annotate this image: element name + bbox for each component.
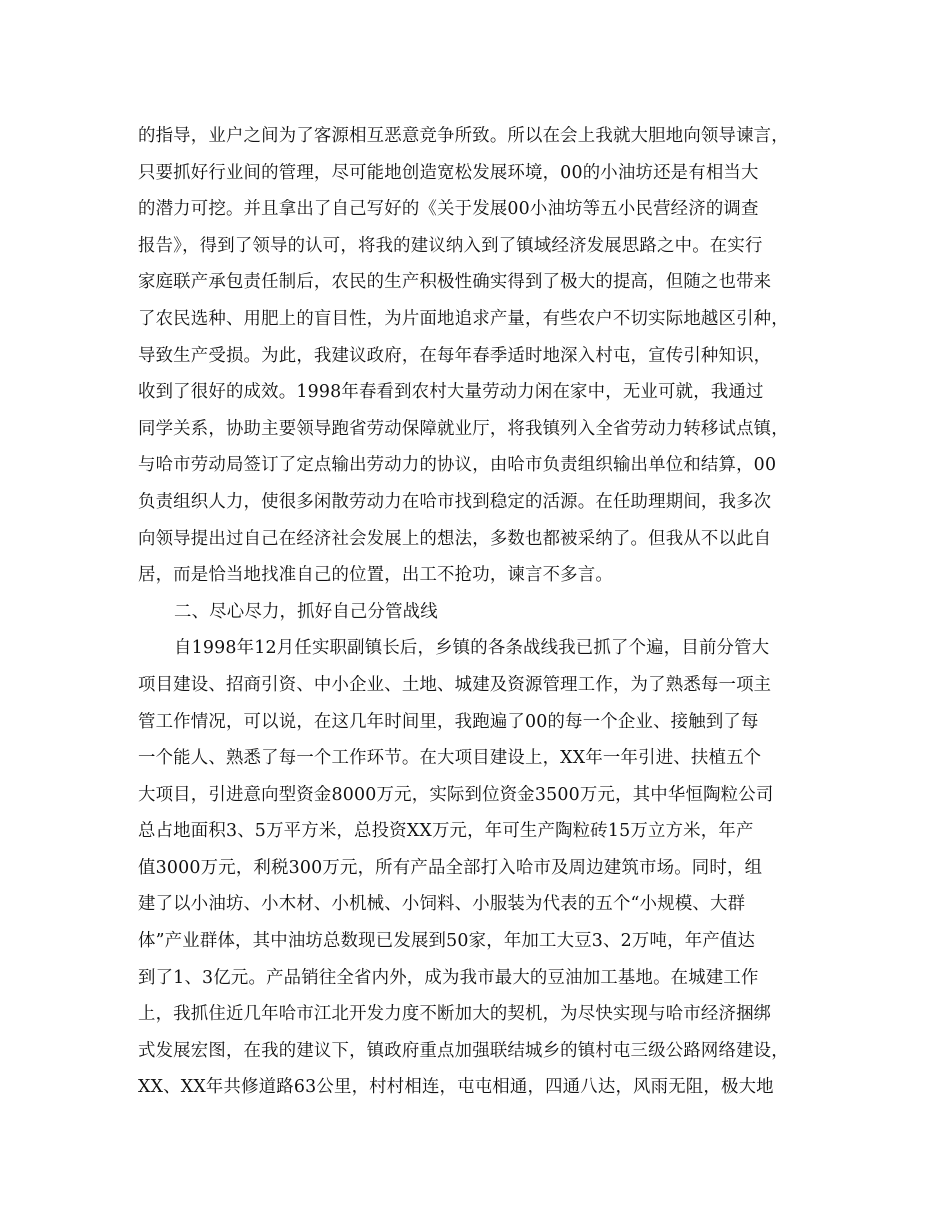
text-line: 到了1、3亿元。产品销往全省内外，成为我市最大的豆油加工基地。在城建工作 xyxy=(138,967,759,988)
text-line: 导致生产受损。为此，我建议政府，在每年春季适时地深入村屯，宣传引种知识， xyxy=(138,345,772,366)
text-line: 收到了很好的成效。1998年春看到农村大量劳动力闲在家中，无业可就，我通过 xyxy=(138,382,764,403)
paragraph-start-line: 二、尽心尽力，抓好自己分管战线 xyxy=(174,601,438,622)
text-line: 负责组织人力，使很多闲散劳动力在哈市找到稳定的活源。在任助理期间，我多次 xyxy=(138,491,772,512)
text-line: 项目建设、招商引资、中小企业、土地、城建及资源管理工作，为了熟悉每一项主 xyxy=(138,674,772,695)
text-line: 一个能人、熟悉了每一个工作环节。在大项目建设上，XX年一年引进、扶植五个 xyxy=(138,748,762,769)
text-line: 值3000万元，利税300万元，所有产品全部打入哈市及周边建筑市场。同时，组 xyxy=(138,857,763,878)
text-line: 同学关系，协助主要领导跑省劳动保障就业厅，将我镇列入全省劳动力转移试点镇， xyxy=(138,418,789,439)
text-line: 大项目，引进意向型资金8000万元，实际到位资金3500万元，其中华恒陶粒公司 xyxy=(138,784,774,805)
text-line: 总占地面积3、5万平方米，总投资XX万元，年可生产陶粒砖15万立方米，年产 xyxy=(138,821,754,842)
text-line: 居，而是恰当地找准自己的位置，出工不抢功，谏言不多言。 xyxy=(138,565,613,586)
text-line: XX、XX年共修道路63公里，村村相连，屯屯相通，四通八达，风雨无阻，极大地 xyxy=(138,1077,774,1098)
text-line: 的潜力可挖。并且拿出了自己写好的《关于发展00小油坊等五小民营经济的调查 xyxy=(138,199,759,220)
text-line: 家庭联产承包责任制后，农民的生产积极性确实得到了极大的提高，但随之也带来 xyxy=(138,272,772,293)
paragraph-start-line: 自1998年12月任实职副镇长后，乡镇的各条战线我已抓了个遍，目前分管大 xyxy=(174,638,770,659)
text-line: 只要抓好行业间的管理，尽可能地创造宽松发展环境，00的小油坊还是有相当大 xyxy=(138,162,759,183)
text-line: 报告》，得到了领导的认可，将我的建议纳入到了镇域经济发展思路之中。在实行 xyxy=(138,235,763,256)
text-line: 建了以小油坊、小木材、小机械、小饲料、小服装为代表的五个“小规模、大群 xyxy=(138,894,746,915)
text-line: 上，我抓住近几年哈市江北开发力度不断加大的契机，为尽快实现与哈市经济捆绑 xyxy=(138,1004,772,1025)
text-line: 与哈市劳动局签订了定点输出劳动力的协议，由哈市负责组织输出单位和结算，00 xyxy=(138,455,777,476)
text-line: 的指导，业户之间为了客源相互恶意竞争所致。所以在会上我就大胆地向领导谏言， xyxy=(138,126,789,146)
document-body xyxy=(138,118,828,1106)
text-line: 了农民选种、用肥上的盲目性，为片面地追求产量，有些农户不切实际地越区引种， xyxy=(138,308,789,329)
text-line: 体”产业群体，其中油坊总数现已发展到50家，年加工大豆3、2万吨，年产值达 xyxy=(138,931,756,952)
text-line: 管工作情况，可以说，在这几年时间里，我跑遍了00的每一个企业、接触到了每 xyxy=(138,711,759,732)
text-line: 向领导提出过自己在经济社会发展上的想法，多数也都被采纳了。但我从不以此自 xyxy=(138,528,772,549)
text-line: 式发展宏图，在我的建议下，镇政府重点加强联结城乡的镇村屯三级公路网络建设， xyxy=(138,1040,789,1061)
